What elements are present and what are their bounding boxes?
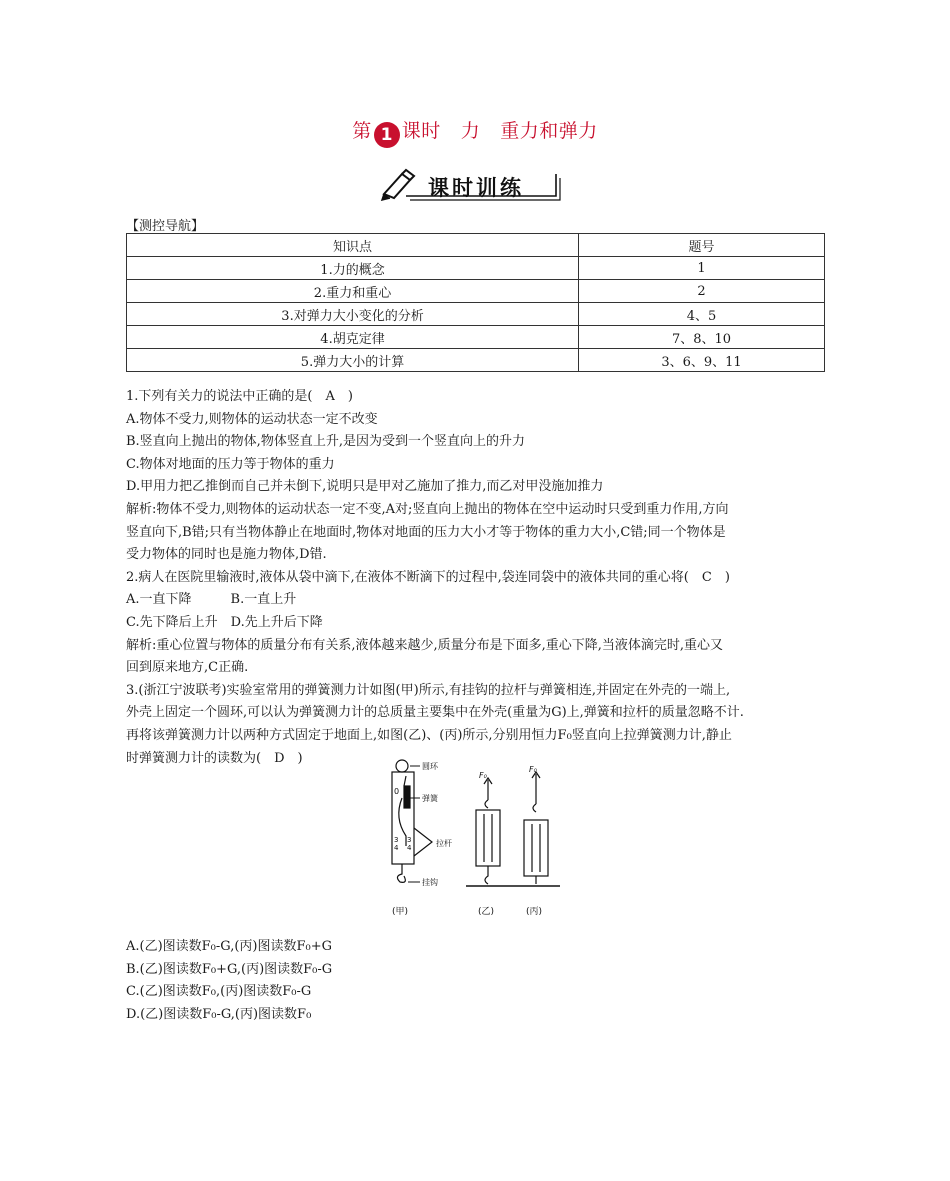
force-label-bing: F₀ — [529, 765, 537, 774]
topic-cell: 2.重力和重心 — [127, 280, 579, 303]
q3-stem-line: 3.(浙江宁波联考)实验室常用的弹簧测力计如图(甲)所示,有挂钩的拉杆与弹簧相连,并固定在外壳的一端上, — [126, 682, 731, 698]
lesson-number-badge: 1 — [374, 122, 400, 148]
q3-option-c: C.(乙)图读数F₀,(丙)图读数F₀-G — [126, 984, 312, 1000]
title-topic-b: 重力和弹力 — [500, 120, 598, 142]
scale-bing — [524, 772, 548, 884]
nav-table-header — [127, 234, 825, 257]
number-cell: 2 — [579, 280, 825, 303]
topic-cell: 4.胡克定律 — [127, 326, 579, 349]
q1-option-c: C.物体对地面的压力等于物体的重力 — [126, 456, 335, 472]
scale-yi — [476, 778, 500, 884]
q2-analysis-line: 回到原来地方,C正确. — [126, 660, 249, 676]
q2-options-ab: A.一直下降 B.一直上升 — [126, 592, 297, 608]
topic-cell: 3.对弹力大小变化的分析 — [127, 303, 579, 326]
questions-body — [126, 386, 836, 770]
scale-zero-label: 0 — [394, 787, 400, 796]
scale-label-4b: 4 — [407, 844, 412, 852]
q3-option-b: B.(乙)图读数F₀+G,(丙)图读数F₀-G — [126, 961, 333, 977]
q1-option-a: A.物体不受力,则物体的运动状态一定不改变 — [126, 411, 378, 427]
lesson-title — [0, 116, 950, 148]
number-cell: 7、8、10 — [579, 326, 825, 349]
q1-analysis-line: 受力物体的同时也是施力物体,D错. — [126, 547, 327, 563]
spring-label: 弹簧 — [422, 794, 438, 803]
scale-label-4: 4 — [394, 844, 399, 852]
nav-table — [126, 233, 825, 372]
spring-scale-figure — [380, 758, 570, 928]
q1-option-b: B.竖直向上抛出的物体,物体竖直上升,是因为受到一个竖直向上的升力 — [126, 434, 525, 450]
topic-cell: 1.力的概念 — [127, 257, 579, 280]
table-row — [127, 349, 825, 372]
q1-stem: 1.下列有关力的说法中正确的是( A ) — [126, 389, 353, 404]
header-number: 题号 — [579, 234, 825, 257]
table-row — [127, 326, 825, 349]
q3-options — [126, 936, 332, 1026]
number-cell: 4、5 — [579, 303, 825, 326]
table-row — [127, 303, 825, 326]
topic-cell: 5.弹力大小的计算 — [127, 349, 579, 372]
q2-stem: 2.病人在医院里输液时,液体从袋中滴下,在液体不断滴下的过程中,袋连同袋中的液体共同的重心将( C ) — [126, 569, 730, 585]
table-row — [127, 257, 825, 280]
scale-label-3b: 3 — [407, 836, 412, 844]
q1-analysis-line: 竖直向下,B错;只有当物体静止在地面时,物体对地面的压力大小才等于物体的重力大小,C错;同一个物体是 — [126, 524, 726, 540]
hook-label: 挂钩 — [422, 878, 438, 887]
title-prefix: 第 — [352, 120, 372, 142]
q1-analysis-line: 解析:物体不受力,则物体的运动状态一定不变,A对;竖直向上抛出的物体在空中运动时只受到重力作用,方向 — [126, 501, 729, 517]
scale-label-3: 3 — [394, 836, 399, 844]
rod-label: 拉杆 — [436, 839, 452, 848]
q3-stem-line: 时弹簧测力计的读数为( D ) — [126, 750, 303, 766]
caption-yi: (乙) — [478, 907, 495, 917]
q3-stem-line: 再将该弹簧测力计以两种方式固定于地面上,如图(乙)、(丙)所示,分别用恒力F₀竖直向上拉弹簧测力计,静止 — [126, 727, 732, 743]
scale-jia — [392, 760, 432, 882]
header-topic: 知识点 — [127, 234, 579, 257]
q3-option-d: D.(乙)图读数F₀-G,(丙)图读数F₀ — [126, 1006, 312, 1022]
title-suffix: 课时 — [401, 120, 441, 142]
table-row — [127, 280, 825, 303]
q2-options-cd: C.先下降后上升 D.先上升后下降 — [126, 614, 323, 630]
force-label-yi: F₀ — [479, 771, 487, 780]
caption-bing: (丙) — [526, 907, 543, 917]
number-cell: 3、6、9、11 — [579, 349, 825, 372]
nav-section-label: 【测控导航】 — [126, 219, 205, 234]
caption-jia: (甲) — [392, 907, 409, 917]
q3-option-a: A.(乙)图读数F₀-G,(丙)图读数F₀+G — [126, 939, 332, 954]
banner-title: 课时训练 — [428, 176, 524, 200]
number-cell: 1 — [579, 257, 825, 280]
q2-analysis-line: 解析:重心位置与物体的质量分布有关系,液体越来越少,质量分布是下面多,重心下降,当液体滴完时,重心又 — [126, 637, 724, 653]
title-topic-a: 力 — [460, 120, 481, 142]
ring-label: 圆环 — [422, 762, 438, 771]
q1-option-d: D.甲用力把乙推倒而自己并未倒下,说明只是甲对乙施加了推力,而乙对甲没施加推力 — [126, 479, 604, 495]
q3-stem-line: 外壳上固定一个圆环,可以认为弹簧测力计的总质量主要集中在外壳(重量为G)上,弹簧和拉杆的质量忽略不计. — [126, 705, 744, 721]
